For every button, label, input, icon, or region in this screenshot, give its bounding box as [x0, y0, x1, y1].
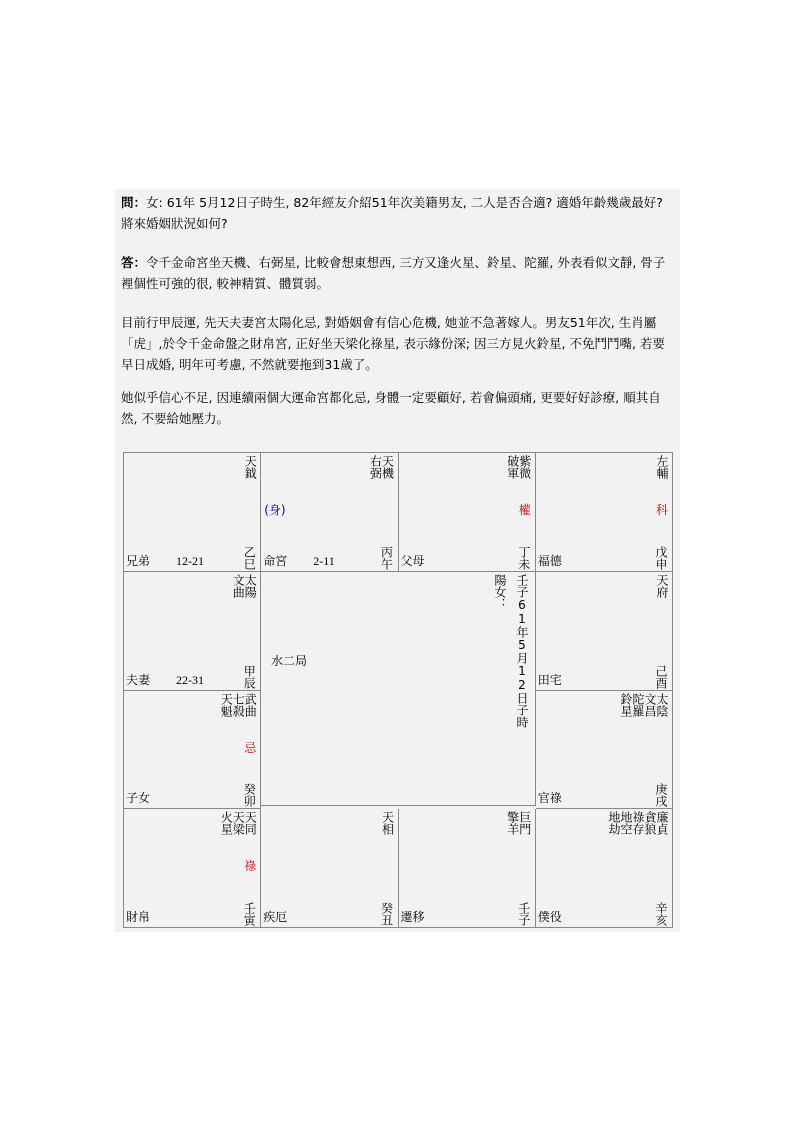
- star-name: 祿存: [631, 811, 645, 836]
- star-name: 火星: [219, 811, 234, 836]
- palace-cell-hai: [536, 809, 673, 928]
- star-name: 左輔: [655, 455, 669, 479]
- stars-group: [507, 811, 531, 835]
- palace-cell-you: [536, 572, 673, 691]
- palace-cell-xu: [536, 691, 673, 810]
- heavenly-stem-branch: 丁未: [516, 545, 531, 570]
- transformation-mark: 權: [518, 503, 531, 517]
- five-element-bureau: 水二局: [271, 654, 308, 668]
- palace-name: 疾厄: [263, 910, 288, 924]
- question-text: 女: 61年 5月12日子時生, 82年經友介紹51年次美籍男友, 二人是否合適? 適婚年齡幾歲最好? 將來婚姻狀況如何?: [121, 195, 663, 231]
- palace-name: 財帛: [126, 910, 151, 924]
- star-name: 天鉞: [243, 455, 258, 479]
- ziwei-chart: [123, 452, 673, 928]
- heavenly-stem-branch: 甲辰: [242, 664, 257, 689]
- stars-group: [620, 693, 668, 717]
- palace-cell-zi: [399, 809, 536, 928]
- stars-group: [507, 455, 531, 479]
- palace-cell-chen: [124, 572, 261, 691]
- birth-info-col-1: 陽女：: [493, 574, 507, 610]
- birth-info: [493, 574, 529, 728]
- star-name: 鈴星: [619, 692, 633, 717]
- body-palace-mark: (身): [264, 503, 286, 517]
- stars-group: [220, 693, 256, 717]
- star-name: 天魁: [219, 692, 234, 717]
- paragraph-3: 她似乎信心不足, 因連續兩個大運命宮都化忌, 身體一定要顧好, 若會偏頭痛, 更要好好診療, 順其自然, 不要給她壓力。: [121, 390, 661, 426]
- star-name: 太陽: [243, 573, 258, 598]
- star-name: 廉貞: [655, 811, 669, 836]
- paragraph-2: 目前行甲辰運, 先天夫妻宮太陽化忌, 對婚姻會有信心危機, 她並不急著嫁人。男友51年次, 生肖屬「虎」,於令千金命盤之財帛宮, 正好坐天梁化祿星, 表示緣份深; 因三方見火鈴星, 不免鬥鬥嘴, 若要早日成婚, 明年可考慮, 不然就要拖到31歲了。: [121, 315, 665, 372]
- star-name: 天梁: [231, 811, 246, 836]
- heavenly-stem-branch: 庚戌: [654, 783, 668, 808]
- answer-label: 答：: [121, 255, 147, 270]
- decade-range: 2-11: [313, 553, 335, 568]
- chart-center: [261, 570, 536, 806]
- star-name: 天相: [380, 811, 395, 836]
- star-name: 貪狼: [643, 811, 657, 836]
- decade-range: 22-31: [176, 672, 204, 687]
- palace-name: 兄弟: [126, 553, 151, 568]
- star-name: 地空: [619, 811, 633, 836]
- heavenly-stem-branch: 壬子: [516, 902, 531, 926]
- question-label: 問：: [121, 195, 147, 210]
- palace-name: 父母: [400, 553, 425, 568]
- heavenly-stem-branch: 辛亥: [654, 902, 668, 926]
- palace-name: 遷移: [400, 910, 425, 924]
- palace-cell-mao: [124, 691, 261, 810]
- transformation-mark: 科: [655, 503, 668, 517]
- palace-cell-shen: [536, 453, 673, 572]
- answer-text: 令千金命宮坐天機、右弼星, 比較會想東想西, 三方又逢火星、鈴星、陀羅, 外表看似文靜, 骨子裡個性可強的很, 較神精質、體質弱。: [121, 255, 666, 291]
- star-name: 太陰: [655, 692, 669, 717]
- transformation-mark: 祿: [244, 859, 257, 874]
- star-name: 天府: [655, 573, 669, 598]
- birth-info-col-0: 壬子61年5月12日子時: [515, 574, 529, 728]
- palace-name: 田宅: [537, 672, 562, 687]
- star-name: 破軍: [505, 455, 520, 479]
- star-name: 文昌: [643, 692, 657, 717]
- palace-name: 福德: [537, 553, 562, 568]
- decade-range: 12-21: [176, 553, 204, 568]
- star-name: 地劫: [607, 811, 621, 836]
- star-name: 右弼: [368, 455, 383, 479]
- palace-cell-wu: [261, 453, 398, 572]
- heavenly-stem-branch: 丙午: [379, 545, 394, 570]
- star-name: 天同: [243, 811, 258, 836]
- palace-cell-chou: [261, 809, 398, 928]
- stars-group: [244, 455, 256, 479]
- star-name: 陀羅: [631, 692, 645, 717]
- answer-paragraph: [121, 252, 673, 294]
- stars-group: [370, 455, 394, 479]
- heavenly-stem-branch: 癸丑: [379, 902, 394, 926]
- palace-name: 命宮: [263, 553, 288, 568]
- palace-cell-wei: [399, 453, 536, 572]
- palace-name: 僕役: [537, 910, 562, 924]
- star-name: 巨門: [517, 811, 532, 836]
- palace-name: 子女: [126, 791, 151, 806]
- heavenly-stem-branch: 己酉: [654, 664, 668, 689]
- heavenly-stem-branch: 戊申: [654, 545, 668, 570]
- palace-name: 夫妻: [126, 672, 151, 687]
- star-name: 七殺: [231, 692, 246, 717]
- stars-group: [382, 811, 394, 835]
- star-name: 擎羊: [505, 811, 520, 836]
- star-name: 文曲: [231, 573, 246, 598]
- star-name: 武曲: [243, 692, 258, 717]
- palace-cell-yin: [124, 809, 261, 928]
- document-page: [115, 189, 680, 932]
- stars-group: [232, 574, 256, 598]
- stars-group: [656, 455, 668, 479]
- palace-cell-si: [124, 453, 261, 572]
- star-name: 天機: [380, 455, 395, 479]
- stars-group: [656, 574, 668, 598]
- palace-name: 官祿: [537, 791, 562, 806]
- stars-group: [220, 811, 256, 835]
- heavenly-stem-branch: 壬寅: [242, 902, 257, 926]
- question-paragraph: [121, 192, 673, 234]
- transformation-mark: 忌: [244, 740, 257, 755]
- heavenly-stem-branch: 癸卯: [242, 783, 257, 808]
- star-name: 紫微: [517, 455, 532, 479]
- heavenly-stem-branch: 乙巳: [242, 545, 257, 570]
- stars-group: [608, 811, 668, 835]
